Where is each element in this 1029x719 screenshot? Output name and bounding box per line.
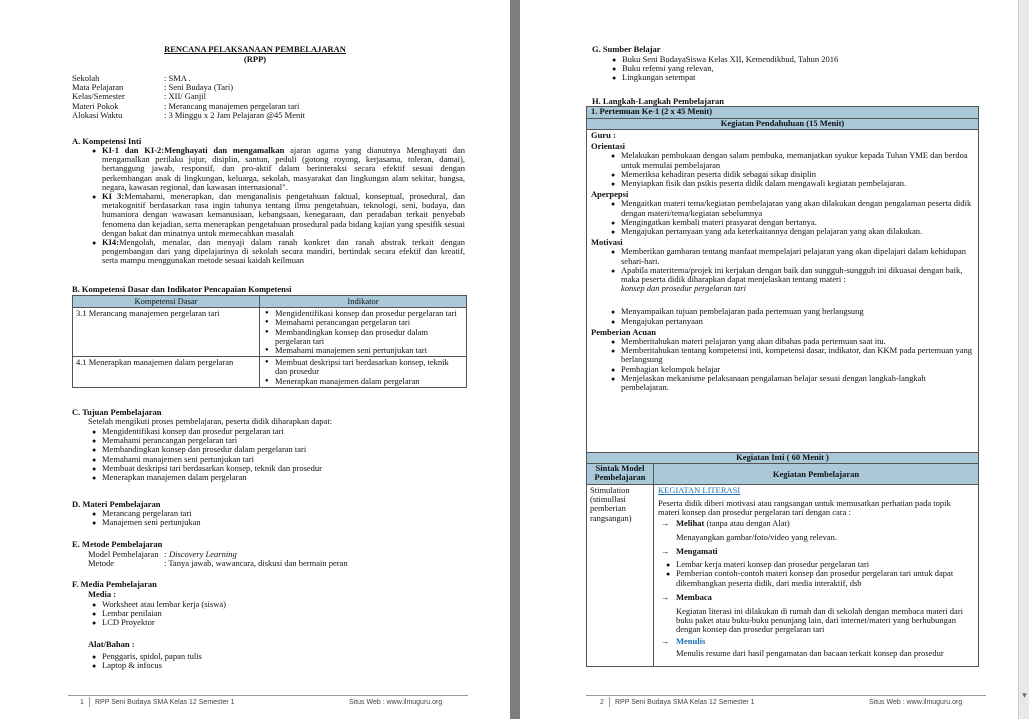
acuan-item: ● Menjelaskan mekanisme pelaksanaan pengalaman belajar sesuai dengan langkah-langkah pembelajaran. [609, 374, 974, 392]
apersepsi-item: ● Mengingatkan kembali materi prasyarat dengan bertanya. [609, 218, 974, 227]
section-c-heading: C. Tujuan Pembelajaran [72, 407, 162, 417]
ki-1-2: ● KI-1 dan KI-2:Menghayati dan mengamalkan ajaran agama yang dianutnya Menghayati dan mengamalkan perilaku jujur, disiplin, santun, peduli (gotong royong, kerjasama, toleran, damai), bertanggung jawab, responsif, dan pro-aktif dalam berinteraksi secara efektif sesuai dengan perkembangan anak di lingkungan, keluarga, sekolah, masyarakat dan lingkungan alam sekitar, bangsa, negara, kawasan regional, dan kawasan internasional". [90, 146, 465, 192]
ki-3: ● KI 3:Memahami, menerapkan, dan menganalisis pengetahuan faktual, konseptual, prosedural, dan metakognitif berdasarkan rasa ingin tahunya tentang ilmu pengetahuan, teknologi, seni, budaya, dan humaniora dengan wawasan kemanusiaan, kebangsaan, kenegaraan, dan peradaban terkait penyebab fenomena dan kejadian, serta menerapkan pengetahuan prosedural pada bidang kajian yang spesifik sesuai dengan bakat dan minatnya untuk memecahkan masalah [90, 192, 465, 238]
sumber-item: ● Lingkungan setempat [610, 73, 990, 82]
section-d-heading: D. Materi Pembelajaran [72, 499, 161, 509]
kegiatan-header: Kegiatan Pembelajaran [654, 464, 978, 485]
page-number: 1 [80, 699, 84, 706]
footer-website: Situs Web : www.ilmuguru.org [869, 699, 963, 706]
footer-rule [586, 695, 986, 696]
pendahuluan-header: Kegiatan Pendahuluan (15 Menit) [587, 119, 978, 130]
identity-label: Mata Pelajaran [72, 82, 124, 93]
orientasi-label: Orientasi [591, 141, 625, 152]
sumber-list [610, 55, 990, 83]
page-gap [510, 0, 520, 719]
section-e-heading: E. Metode Pembelajaran [72, 539, 163, 549]
apersepsi-item: ● Mengajukan pertanyaan yang ada keterkaitannya dengan pelajaran yang akan dilakukan. [609, 227, 974, 236]
page-number: 2 [600, 699, 604, 706]
tujuan-item: ● Memahami manajemen seni pertunjukan tari [90, 455, 470, 464]
guru-label: Guru : [591, 130, 616, 140]
scroll-down-icon[interactable]: ▾ [1022, 690, 1027, 700]
indicator-item: ● Menerapkan manajemen dalam pergelaran [263, 377, 463, 386]
section-b-heading: B. Kompetensi Dasar dan Indikator Pencapaian Kompetensi [72, 284, 292, 294]
membaca-step: → Membaca [661, 591, 712, 602]
ki-4: ● KI4:Mengolah, menalar, dan menyaji dalam ranah konkret dan ranah abstrak terkait dengan pengembangan dari yang dipelajarinya di sekolah secara mandiri, bertindak secara efektif dan kreatif, serta mampu menggunakan metode sesuai kaidah keilmuan [90, 238, 465, 266]
section-h-heading: H. Langkah-Langkah Pembelajaran [592, 96, 725, 106]
acuan-label: Pemberian Acuan [591, 326, 656, 337]
arrow-icon: → [661, 635, 670, 646]
media-label: Media : [88, 589, 117, 599]
indicator-item: ● Mengidentifikasi konsep dan prosedur pergelaran tari [263, 309, 463, 318]
document-page-2 [520, 0, 1018, 719]
indicator-item: ● Memahami manajemen seni pertunjukan tari [263, 346, 463, 355]
media-list [90, 600, 470, 628]
arrow-icon: → [661, 591, 670, 602]
identity-value: : Seni Budaya (Tari) [164, 82, 234, 93]
sintak-column [587, 464, 654, 666]
identity-row [72, 83, 472, 92]
metode-block: Model Pembelajaran : Discovery Learning Metode : Tanya jawab, wawancara, diskusi dan bermain peran [88, 549, 348, 569]
alat-label: Alat/Bahan : [88, 639, 135, 649]
media-item: ● LCD Proyektor [90, 618, 470, 627]
kd-4-1: 4.1 Menerapkan manajemen dalam pergelaran [73, 357, 260, 388]
kd-indikator-table [72, 295, 467, 388]
apersepsi-item: ● Mengaitkan materi tema/kegiatan pembelajaran yang akan dilakukan dengan pengalaman peserta didik dengan materi/tema/kegiatan sebelumnya [609, 199, 974, 217]
identity-value: : Merancang manajemen pergelaran tari [164, 100, 300, 111]
tujuan-item: ● Memahami perancangan pergelaran tari [90, 436, 470, 445]
identity-label: Kelas/Semester [72, 91, 125, 102]
identity-label: Alokasi Waktu [72, 109, 123, 120]
acuan-item: ● Memberitahukan tentang kompetensi inti, kompetensi dasar, indikator, dan KKM pada pertemuan yang berlangsung [609, 346, 974, 364]
kd-3-1-indicators [260, 308, 467, 357]
footer-divider [89, 697, 90, 707]
indicator-item: ● Membandingkan konsep dan prosedur dalam pergelaran tari [263, 328, 463, 346]
motivasi-item: ● Memberikan gambaran tentang manfaat mempelajari pelajaran yang akan dipelajari dalam kehidupan sehari-hari. [609, 247, 974, 265]
media-item: ● Lembar penilaian [90, 609, 470, 618]
orientasi-item: ● Menyiapkan fisik dan psikis peserta didik dalam mengawali kegiatan pembelajaran. [609, 179, 974, 188]
orientasi-item: ● Melakukan pembukaan dengan salam pembuka, memanjatkan syukur kepada Tuhan YME dan berdoa untuk memulai pembelajaran [609, 151, 974, 169]
materi-item: ● Merancang pergelaran tari [90, 509, 470, 518]
materi-list [90, 509, 470, 527]
orientasi-item: ● Memeriksa kehadiran peserta didik sebagai sikap disiplin [609, 170, 974, 179]
kd-4-1-indicators [260, 357, 467, 388]
langkah-table [586, 106, 979, 667]
materi-item: ● Manajemen seni pertunjukan [90, 518, 470, 527]
stimulation-cell: Stimulation (stimullasi pemberian rangsangan) [590, 485, 632, 523]
identity-value: : XII/ Ganjil [164, 91, 207, 102]
sintak-header: Sintak Model Pembelajaran [587, 464, 653, 485]
literasi-link[interactable]: KEGIATAN LITERASI [658, 485, 741, 495]
identity-row [72, 111, 472, 120]
identity-value: : 3 Minggu x 2 Jam Pelajaran @45 Menit [164, 109, 305, 120]
indicator-item: ● Memahami perancangan pergelaran tari [263, 318, 463, 327]
inti-header: Kegiatan Inti ( 60 Menit ) [587, 452, 978, 464]
alat-item: ● Penggaris, spidol, papan tulis [90, 652, 470, 661]
indikator-column-header: Indikator [260, 296, 467, 308]
kegiatan-column [654, 464, 978, 666]
kompetensi-inti-list [90, 146, 465, 266]
vertical-scrollbar[interactable] [1018, 0, 1029, 719]
tujuan-item: ● Mengidentifikasi konsep dan prosedur pergelaran tari [90, 427, 470, 436]
tujuan-item: ● Membuat deskripsi tari berdasarkan konsep, teknik dan prosedur [90, 464, 470, 473]
motivasi-item: ● Menyampaikan tujuan pembelajaran pada pertemuan yang berlangsung [609, 307, 974, 316]
mengamati-item: ● Pemberian contoh-contoh materi konsep dan prosedur pergelaran tari untuk dapat dikembangkan peserta didik, dari media interaktif, dsb [664, 569, 974, 587]
document-page-1 [0, 0, 510, 719]
apersepsi-label: Aperpepsi [591, 189, 629, 200]
section-f-heading: F. Media Pembelajaran [72, 579, 157, 589]
melihat-text: Menayangkan gambar/foto/video yang relevan. [676, 531, 837, 542]
section-a-heading: A. Kompetensi Inti [72, 136, 142, 146]
melihat-step: → Melihat (tanpa atau dengan Alat) [661, 517, 790, 528]
acuan-item: ● Pembagian kelompok belajar [609, 365, 974, 374]
tujuan-list [90, 427, 470, 482]
membaca-text: Kegiatan literasi ini dilakukan di rumah dan di sekolah dengan membaca materi dari buku paket atau buku-buku penunjang lain, dari internet/materi yang berhubungan dengan konsep dan prosedur pergelaran tari [676, 606, 964, 635]
rpp-subtitle: (RPP) [243, 54, 267, 64]
mengamati-step: → Mengamati [661, 546, 718, 557]
identity-label: Sekolah [72, 73, 100, 83]
identity-label: Materi Pokok [72, 100, 119, 111]
kd-3-1: 3.1 Merancang manajemen pergelaran tari [73, 308, 260, 357]
acuan-item: ● Memberitahukan materi pelajaran yang akan dibahas pada pertemuan saat itu. [609, 337, 974, 346]
footer-title: RPP Seni Budaya SMA Kelas 12 Semester 1 [95, 699, 235, 706]
arrow-icon: → [661, 546, 670, 557]
menulis-step: → Menulis [661, 635, 706, 646]
tujuan-item: ● Membandingkan konsep dan prosedur dalam pergelaran tari [90, 445, 470, 454]
arrow-icon: → [661, 517, 670, 528]
tujuan-item: ● Menerapkan manajemen dalam pergelaran [90, 473, 470, 482]
media-item: ● Worksheet atau lembar kerja (siswa) [90, 600, 470, 609]
indicator-item: ● Membuat deskripsi tari berdasarkan konsep, teknik dan prosedur [263, 358, 463, 376]
menulis-text: Menulis resume dari hasil pengamatan dan bacaan terkait konsep dan prosedur [676, 647, 944, 658]
rpp-title: RENCANA PELAKSANAAN PEMBELAJARAN [164, 44, 346, 54]
motivasi-item: ● Mengajukan pertanyaan [609, 317, 974, 326]
footer-divider [609, 697, 610, 707]
pendahuluan-body [587, 130, 978, 393]
sumber-item: ● Buku Seni BudayaSiswa Kelas XII, Kemendikbud, Tahun 2016 [610, 55, 990, 64]
meeting-header: 1. Pertemuan Ke-1 (2 x 45 Menit) [587, 107, 978, 119]
tujuan-intro: Setelah mengikuti proses pembelajaran, peserta didik diharapkan dapat: [88, 416, 333, 426]
kd-column-header: Kompetensi Dasar [73, 296, 260, 308]
identity-block [72, 74, 472, 120]
motivasi-topic: konsep dan prosedur pergelaran tari [621, 283, 746, 294]
motivasi-label: Motivasi [591, 237, 623, 248]
sumber-item: ● Buku refensi yang relevan, [610, 64, 990, 73]
literasi-intro: Peserta didik diberi motivasi atau rangsangan untuk memusatkan perhatian pada topik materi konsep dan prosedur pergelaran tari dengan cara : [658, 498, 951, 518]
section-g-heading: G. Sumber Belajar [592, 44, 661, 54]
motivasi-item: ● Apabila materitema/projek ini kerjakan dengan baik dan sungguh-sungguh ini dikuasai dengan baik, maka peserta didik diharapkan dapat menjelaskan tentang materi : [609, 266, 974, 284]
identity-row [72, 74, 472, 83]
alat-list [90, 652, 470, 670]
mengamati-item: ● Lembar kerja materi konsep dan prosedur pergelaran tari [664, 560, 974, 569]
identity-value: : SMA . [164, 73, 191, 83]
footer-title: RPP Seni Budaya SMA Kelas 12 Semester 1 [615, 699, 755, 706]
footer-rule [68, 695, 468, 696]
footer-website: Situs Web : www.ilmuguru.org [349, 699, 443, 706]
alat-item: ● Laptop & infocus [90, 661, 470, 670]
